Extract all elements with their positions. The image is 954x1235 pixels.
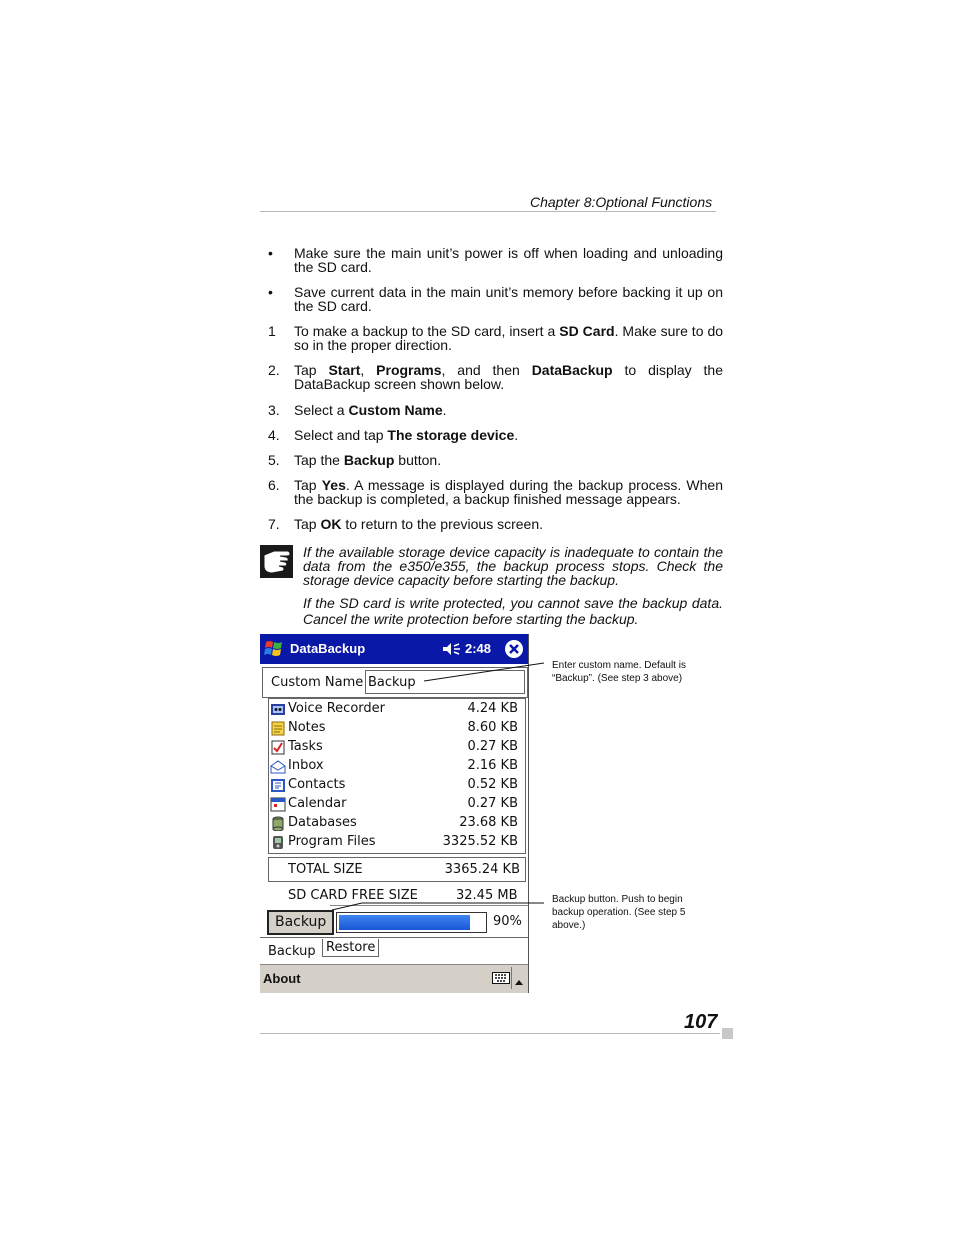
item-text: Tap OK to return to the previous screen. xyxy=(294,516,544,532)
total-size-value: 3365.24 KB xyxy=(444,862,520,877)
custom-name-value: Backup xyxy=(368,675,416,690)
total-size-label: TOTAL SIZE xyxy=(288,862,363,877)
file-name: Voice Recorder xyxy=(288,701,385,716)
file-size: 3325.52 KB xyxy=(442,834,518,849)
note-paragraph-write-protect: If the SD card is write protected, you cannot save the backup data. Cancel the write protection before starting the backup. xyxy=(303,595,723,627)
file-size: 0.27 KB xyxy=(467,796,518,811)
item-marker: 6. xyxy=(268,477,280,493)
item-text: Tap the Backup button. xyxy=(294,452,442,468)
item-text: Select a Custom Name. xyxy=(294,402,447,418)
file-name: Databases xyxy=(288,815,357,830)
custom-name-label: Custom Name xyxy=(271,675,364,690)
item-marker: • xyxy=(268,284,273,300)
item-text: To make a backup to the SD card, insert a SD Card. Make sure to do so in the proper direction. xyxy=(294,323,724,353)
item-marker: 5. xyxy=(268,452,280,468)
item-marker: 4. xyxy=(268,427,280,443)
file-size: 4.24 KB xyxy=(467,701,518,716)
file-size: 23.68 KB xyxy=(459,815,518,830)
tab-restore[interactable]: Restore xyxy=(322,939,379,957)
file-size: 8.60 KB xyxy=(467,720,518,735)
file-size: 2.16 KB xyxy=(467,758,518,773)
file-size: 0.27 KB xyxy=(467,739,518,754)
page-number: 107 xyxy=(684,1011,718,1033)
file-name: Notes xyxy=(288,720,326,735)
item-text: Make sure the main unit’s power is off when loading and unloading the SD card. xyxy=(294,245,723,275)
sd-free-size-value: 32.45 MB xyxy=(456,888,518,903)
file-name: Program Files xyxy=(288,834,376,849)
app-title: DataBackup xyxy=(290,641,366,656)
footer-square xyxy=(722,1028,733,1039)
file-name: Inbox xyxy=(288,758,324,773)
file-size: 0.52 KB xyxy=(467,777,518,792)
callout-backup-button: Backup button. Push to begin backup operation. (See step 5 above.) xyxy=(552,894,686,931)
callout-custom-name: Enter custom name. Default is “Backup”. (See step 3 above) xyxy=(552,660,686,684)
item-text: Tap Start, Programs, and then DataBackup to display the DataBackup screen shown below. xyxy=(294,362,723,392)
about-menu[interactable]: About xyxy=(263,971,301,986)
item-text: Save current data in the main unit’s memory before backing it up on the SD card. xyxy=(294,284,723,314)
clock-time[interactable]: 2:48 xyxy=(465,641,492,656)
footer-divider xyxy=(260,1033,720,1034)
item-marker: • xyxy=(268,245,273,261)
item-marker: 3. xyxy=(268,402,280,418)
backup-button-label: Backup xyxy=(275,914,327,930)
sd-free-size-label: SD CARD FREE SIZE xyxy=(288,888,418,903)
item-text: Select and tap The storage device. xyxy=(294,427,519,443)
item-marker: 1 xyxy=(268,323,276,339)
file-name: Contacts xyxy=(288,777,346,792)
item-marker: 2. xyxy=(268,362,280,378)
item-text: Tap Yes. A message is displayed during the backup process. When the backup is completed, a backup finished message appears. xyxy=(294,477,724,507)
tab-backup[interactable]: Backup xyxy=(268,944,316,959)
note-paragraph-capacity: If the available storage device capacity is inadequate to contain the data from the e350/e355, the backup process stops. Check the storage device capacity before starting the backup. xyxy=(303,544,723,588)
chapter-header: Chapter 8:Optional Functions xyxy=(530,194,713,210)
item-marker: 7. xyxy=(268,516,280,532)
backup-progress-percent: 90% xyxy=(493,914,522,929)
file-name: Tasks xyxy=(288,739,323,754)
file-name: Calendar xyxy=(288,796,347,811)
